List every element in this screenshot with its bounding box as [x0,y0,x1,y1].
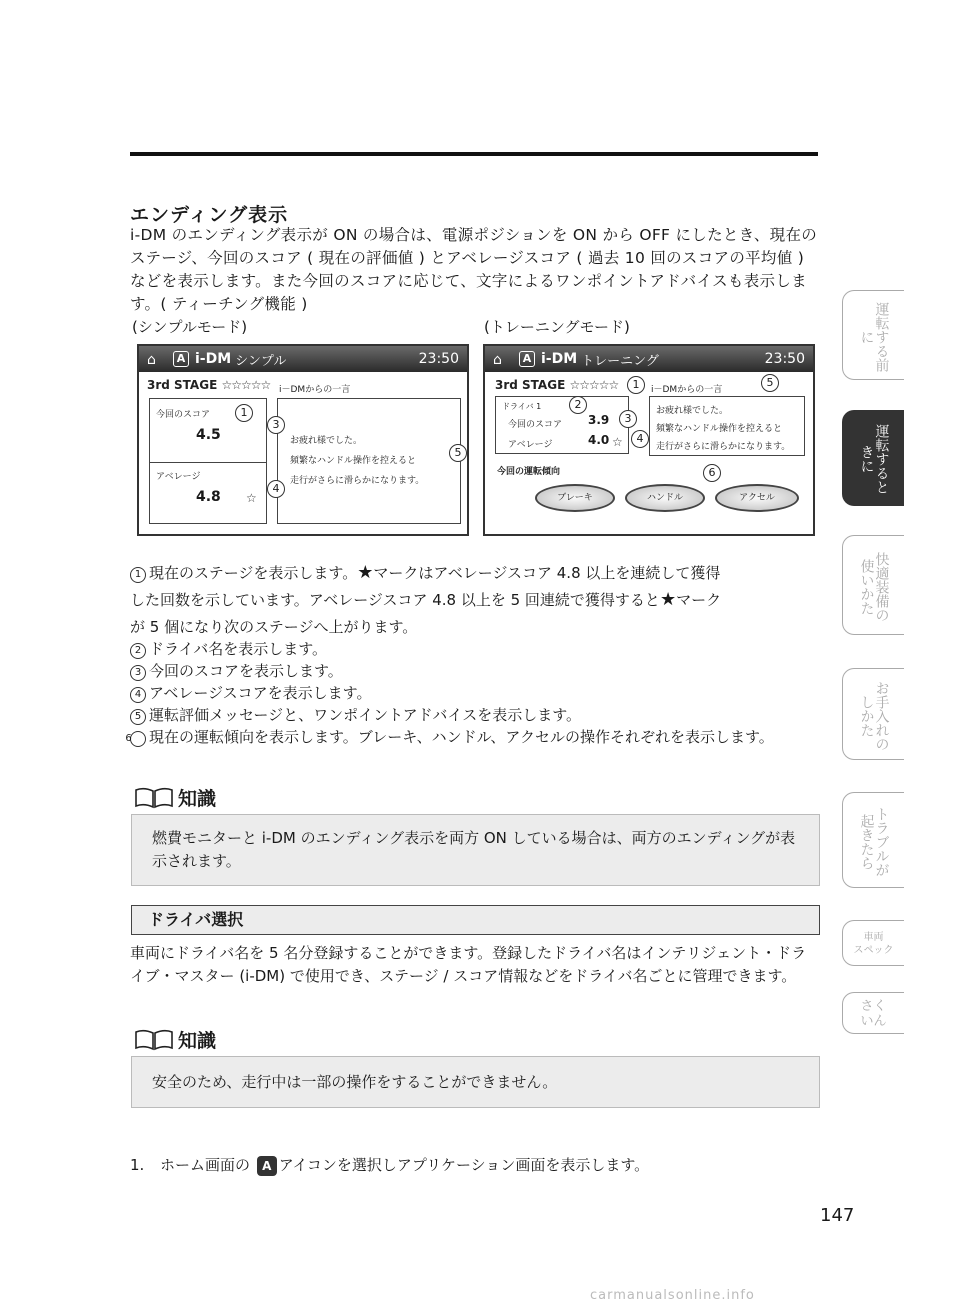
home-icon: ⌂ [147,352,156,368]
page-number: 147 [820,1205,855,1226]
callout-6: 6 [703,464,721,482]
item-1-cont2: が 5 個になり次のステージへ上がります。 [130,618,418,636]
stage-label: 3rd STAGE ☆☆☆☆☆ [495,378,619,392]
home-icon: ⌂ [493,352,502,368]
star-icon: ★ [357,562,374,583]
stage-stars: ☆☆☆☆☆ [569,378,619,392]
tab-specifications[interactable]: 車両 スペック [842,920,904,966]
average-box: アベレージ 4.8 ☆ [149,462,267,524]
callout-2: 2 [569,396,587,414]
stage-label: 3rd STAGE ☆☆☆☆☆ [147,378,271,392]
callout-1: 1 [627,376,645,394]
message-header: i－DMからの一言 [651,385,723,395]
book-icon [134,787,174,809]
item-1: 1 現在のステージを表示します。★マークはアベレージスコア 4.8 以上を連続して獲得 [130,562,820,584]
knowledge-box-2: 安全のため、走行中は一部の操作をすることができません。 [131,1056,820,1108]
screen-subtitle: トレーニング [581,353,659,369]
message-box: お疲れ様でした。 頻繁なハンドル操作を控えると 走行がさらに滑らかになります。 [277,398,461,524]
screen-title: i-DM [195,351,232,367]
step-1: 1. ホーム画面の A アイコンを選択しアプリケーション画面を表示します。 [130,1156,650,1174]
item-1-cont: した回数を示しています。アベレージスコア 4.8 以上を 5 回連続で獲得すると★マーク [130,589,722,610]
idm-app-icon: A [257,1156,277,1176]
clock: 23:50 [418,351,459,367]
callout-3: 3 [619,410,637,428]
simple-mode-screen [137,344,469,536]
tab-comfort-features[interactable]: 快適装備の使いかた [842,535,904,635]
screen-header [139,346,467,372]
item-6: 6 現在の運転傾向を表示します。ブレーキ、ハンドル、アクセルの操作それぞれを表示します。 [125,728,774,746]
tab-when-driving[interactable]: 運転するときに [842,410,904,506]
callout-3: 3 [267,416,285,434]
screen-header [485,346,813,372]
score-box: 今回のスコア 4.5 [149,398,267,464]
item-3: 3 今回のスコアを表示します。 [130,660,820,682]
book-icon [134,1029,174,1051]
callout-1: 1 [235,404,253,422]
item-4: 4 アベレージスコアを表示します。 [130,682,820,704]
mode-training-label: (トレーニングモード) [484,318,630,336]
score-box: ドライバ 1 今回のスコア 3.9 アベレージ 4.0 ☆ [495,396,629,454]
item-2: 2 ドライバ名を表示します。 [130,638,820,660]
idm-app-icon: A [173,351,189,367]
accel-indicator: アクセル [715,484,799,512]
watermark: carmanualsonline.info [590,1288,755,1303]
driver-select-text: 車両にドライバ名を 5 名分登録することができます。登録したドライバ名はインテリジェント・ドライブ・マスター (i-DM) で使用でき、ステージ / スコア情報などをドライバ名ごとに管理できます。 [130,944,807,985]
idm-app-icon: A [519,351,535,367]
score-value: 3.9 [588,413,610,427]
mode-simple-label: (シンプルモード) [132,318,248,336]
trend-label: 今回の運転傾向 [497,467,561,477]
screen-title: i-DM [541,351,578,367]
average-value: 4.8 [196,489,221,505]
star-icon: ★ [659,589,677,610]
knowledge-heading: 知識 [134,784,216,811]
top-rule [130,152,818,156]
stage-stars: ☆☆☆☆☆ [221,378,271,392]
driver-name: ドライバ 1 [502,402,542,411]
section-title: エンディング表示 [130,204,289,226]
average-value: 4.0 [588,433,610,447]
tab-maintenance[interactable]: お手入れのしかた [842,668,904,760]
knowledge-box-1: 燃費モニターと i-DM のエンディング表示を両方 ON している場合は、両方のエンディングが表示されます。 [131,814,820,886]
training-mode-screen [483,344,815,536]
message-box: お疲れ様でした。 頻繁なハンドル操作を控えると 走行がさらに滑らかになります。 [649,396,805,456]
item-5: 5 運転評価メッセージと、ワンポイントアドバイスを表示します。 [130,704,820,726]
tab-before-driving[interactable]: 運転する前に [842,290,904,380]
clock: 23:50 [764,351,805,367]
average-star: ☆ [612,435,622,449]
average-star: ☆ [246,491,256,505]
knowledge-heading-2: 知識 [134,1026,216,1053]
score-value: 4.5 [196,427,221,443]
tab-index[interactable]: さくいん [842,992,904,1034]
screen-subtitle: シンプル [235,353,287,369]
callout-5: 5 [449,444,467,462]
steering-indicator: ハンドル [625,484,705,512]
callout-4: 4 [631,430,649,448]
driver-select-title: ドライバ選択 [131,905,820,935]
callout-5: 5 [761,374,779,392]
tab-troubleshooting[interactable]: トラブルが起きたら [842,792,904,888]
callout-4: 4 [267,480,285,498]
brake-indicator: ブレーキ [535,484,615,512]
intro-paragraph: i-DM のエンディング表示が ON の場合は、電源ポジションを ON から OFF にしたとき、現在のステージ、今回のスコア ( 現在の評価値 ) とアベレージスコア ( 過去 10 回のスコアの平均値 ) などを表示します。また今回のスコアに応じて、文字によるワンポイントアドバイスも表示します。( ティーチング機能 ) [130,226,818,313]
message-header: i－DMからの一言 [279,385,351,395]
